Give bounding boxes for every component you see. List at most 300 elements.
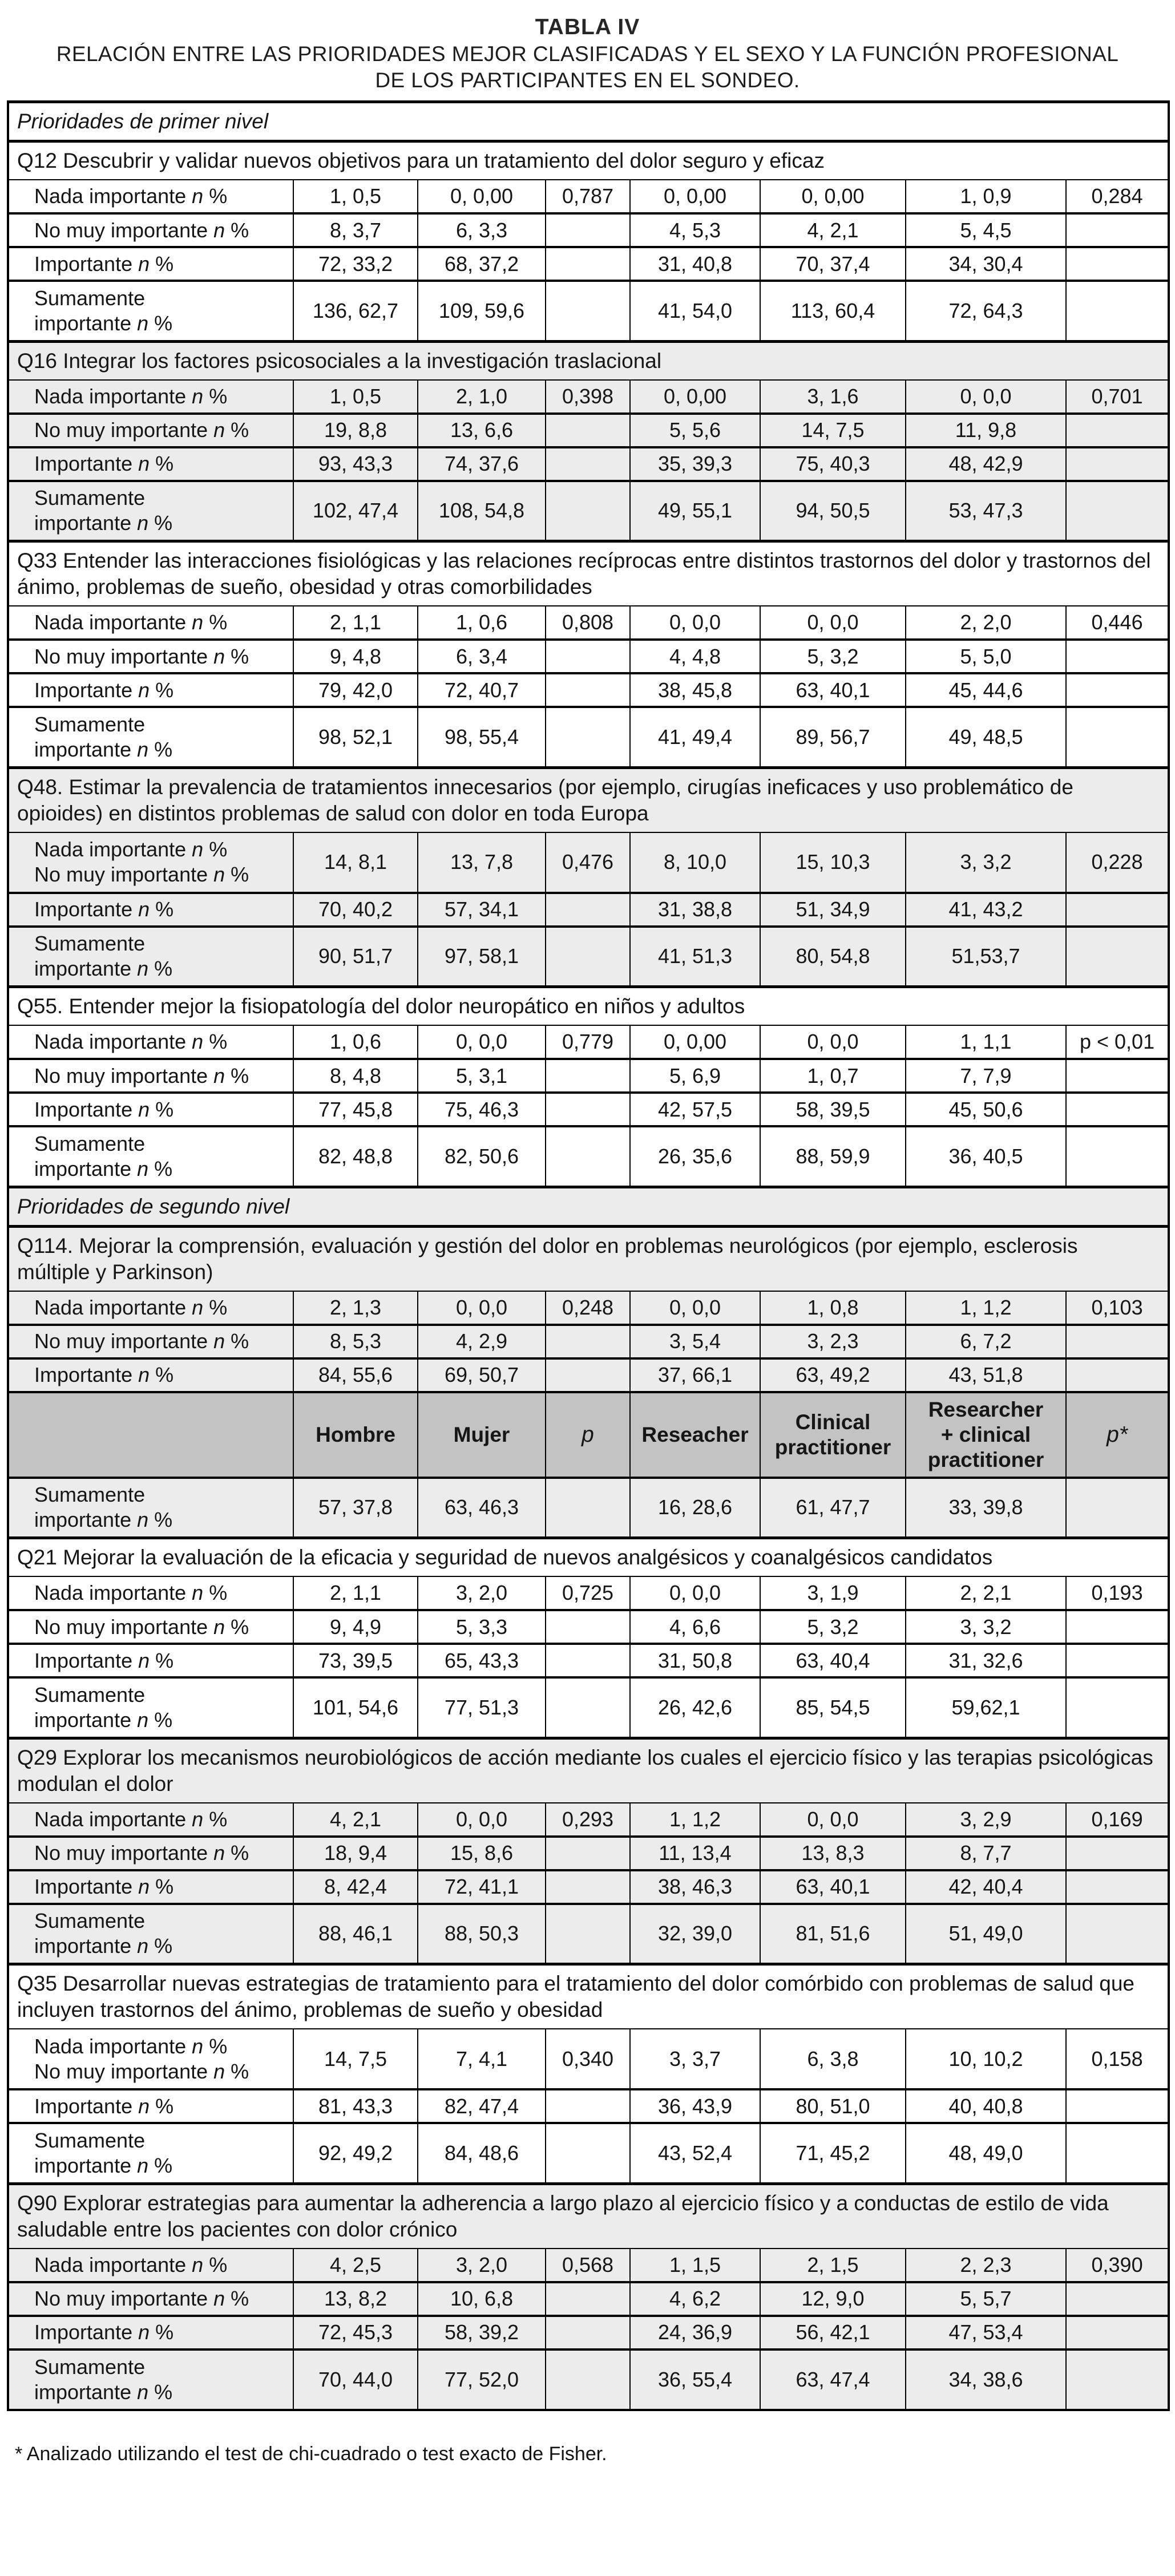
cell-hombre: 1, 0,6 <box>293 1025 418 1059</box>
cell-p-star: 0,103 <box>1066 1291 1169 1325</box>
column-header-row-label <box>8 1392 293 1478</box>
cell-hombre: 70, 40,2 <box>293 893 418 927</box>
row-label-n-symbol: n <box>137 737 149 761</box>
cell-clinical-practitioner: 70, 37,4 <box>760 247 906 281</box>
data-row <box>8 606 1169 640</box>
cell-clinical-practitioner: 80, 54,8 <box>760 927 906 987</box>
cell-clinical-practitioner: 75, 40,3 <box>760 447 906 481</box>
cell-clinical-practitioner: 61, 47,7 <box>760 1478 906 1538</box>
cell-reseacher: 4, 5,3 <box>630 213 760 247</box>
cell-researcher-clinical-practitioner: 6, 7,2 <box>906 1325 1066 1358</box>
cell-reseacher: 32, 39,0 <box>630 1904 760 1964</box>
cell-hombre: 2, 1,1 <box>293 606 418 640</box>
cell-mujer: 13, 7,8 <box>418 832 546 893</box>
cell-mujer: 6, 3,4 <box>418 640 546 673</box>
cell-hombre: 1, 0,5 <box>293 180 418 213</box>
cell-hombre: 82, 48,8 <box>293 1126 418 1187</box>
row-label-line: Sumamente <box>34 1683 146 1706</box>
row-label-n-symbol: n <box>192 184 204 208</box>
cell-reseacher: 36, 43,9 <box>630 2089 760 2123</box>
row-label-line: No muy importante n % <box>34 218 249 242</box>
cell-clinical-practitioner: 15, 10,3 <box>760 832 906 893</box>
cell-mujer: 75, 46,3 <box>418 1093 546 1126</box>
cell-hombre: 9, 4,9 <box>293 1610 418 1644</box>
cell-hombre: 8, 3,7 <box>293 213 418 247</box>
row-label-n-symbol: n <box>138 2094 150 2118</box>
row-label-cell <box>8 1325 293 1358</box>
cell-hombre: 88, 46,1 <box>293 1904 418 1964</box>
cell-p <box>546 1126 630 1187</box>
cell-clinical-practitioner: 0, 0,00 <box>760 180 906 213</box>
cell-reseacher: 31, 38,8 <box>630 893 760 927</box>
cell-researcher-clinical-practitioner: 53, 47,3 <box>906 481 1066 541</box>
data-row <box>8 1904 1169 1964</box>
cell-p <box>546 1059 630 1093</box>
cell-p-star <box>1066 2316 1169 2349</box>
data-row <box>8 2029 1169 2089</box>
row-label-n-symbol: n <box>213 1329 225 1353</box>
data-row <box>8 1677 1169 1738</box>
row-label-line: Importante n % <box>34 1875 174 1898</box>
cell-reseacher: 43, 52,4 <box>630 2123 760 2183</box>
cell-clinical-practitioner: 0, 0,0 <box>760 606 906 640</box>
cell-p <box>546 2089 630 2123</box>
group-title-row <box>8 1187 1169 1226</box>
cell-researcher-clinical-practitioner: 2, 2,3 <box>906 2249 1066 2282</box>
cell-researcher-clinical-practitioner: 1, 0,9 <box>906 180 1066 213</box>
data-row <box>8 1610 1169 1644</box>
row-label-line: Nada importante n % <box>34 1295 228 1319</box>
cell-mujer: 0, 0,0 <box>418 1025 546 1059</box>
row-label-line: No muy importante n % <box>34 644 249 668</box>
cell-clinical-practitioner: 1, 0,7 <box>760 1059 906 1093</box>
table-title: TABLA IV <box>535 15 640 39</box>
cell-clinical-practitioner: 63, 40,1 <box>760 673 906 707</box>
cell-clinical-practitioner: 0, 0,0 <box>760 1803 906 1837</box>
section-title-cell: Q48. Estimar la prevalencia de tratamientos innecesarios (por ejemplo, cirugías ineficaces y uso problemático de opioides) en distintos problemas de salud con dolor en toda Europa <box>8 767 1169 832</box>
cell-p-star <box>1066 1870 1169 1904</box>
cell-mujer: 72, 41,1 <box>418 1870 546 1904</box>
cell-hombre: 8, 5,3 <box>293 1325 418 1358</box>
cell-clinical-practitioner: 6, 3,8 <box>760 2029 906 2089</box>
row-label-line: Nada importante n % <box>34 384 228 408</box>
cell-mujer: 10, 6,8 <box>418 2282 546 2316</box>
data-row <box>8 673 1169 707</box>
cell-clinical-practitioner: 71, 45,2 <box>760 2123 906 2183</box>
row-label-line: Nada importante n % <box>34 1807 228 1831</box>
data-row <box>8 1644 1169 1677</box>
cell-clinical-practitioner: 63, 40,1 <box>760 1870 906 1904</box>
cell-mujer: 7, 4,1 <box>418 2029 546 2089</box>
row-label-line: Nada importante n % <box>34 1581 228 1604</box>
cell-mujer: 57, 34,1 <box>418 893 546 927</box>
row-label-cell <box>8 1059 293 1093</box>
cell-reseacher: 26, 42,6 <box>630 1677 760 1738</box>
cell-hombre: 72, 45,3 <box>293 2316 418 2349</box>
data-row <box>8 481 1169 541</box>
cell-researcher-clinical-practitioner: 5, 4,5 <box>906 213 1066 247</box>
row-label-line: importante n % <box>34 511 173 535</box>
data-row <box>8 2089 1169 2123</box>
cell-mujer: 4, 2,9 <box>418 1325 546 1358</box>
row-label-cell <box>8 213 293 247</box>
cell-mujer: 109, 59,6 <box>418 281 546 341</box>
row-label-line: Nada importante n % <box>34 2253 228 2276</box>
row-label-n-symbol: n <box>213 418 225 442</box>
cell-reseacher: 3, 3,7 <box>630 2029 760 2089</box>
cell-p <box>546 1358 630 1392</box>
cell-p-star <box>1066 1677 1169 1738</box>
cell-p-star <box>1066 2349 1169 2410</box>
cell-p: 0,779 <box>546 1025 630 1059</box>
column-header-line: Mujer <box>453 1422 510 1446</box>
cell-clinical-practitioner: 3, 2,3 <box>760 1325 906 1358</box>
row-label-n-symbol: n <box>137 2380 149 2404</box>
cell-hombre: 57, 37,8 <box>293 1478 418 1538</box>
cell-clinical-practitioner: 5, 3,2 <box>760 1610 906 1644</box>
cell-mujer: 5, 3,1 <box>418 1059 546 1093</box>
cell-researcher-clinical-practitioner: 45, 44,6 <box>906 673 1066 707</box>
row-label-n-symbol: n <box>213 1841 225 1865</box>
data-row <box>8 893 1169 927</box>
row-label-n-symbol: n <box>138 1363 150 1386</box>
column-header-p-star <box>1066 1392 1169 1478</box>
section-title-row <box>8 1538 1169 1577</box>
cell-reseacher: 36, 55,4 <box>630 2349 760 2410</box>
cell-p-star: 0,193 <box>1066 1576 1169 1610</box>
cell-mujer: 15, 8,6 <box>418 1837 546 1870</box>
row-label-line: No muy importante n % <box>34 418 249 442</box>
row-label-line: importante n % <box>34 737 173 761</box>
row-label-n-symbol: n <box>192 2253 204 2276</box>
row-label-line: Sumamente <box>34 486 146 510</box>
row-label-n-symbol: n <box>192 2034 204 2058</box>
row-label-line: No muy importante n % <box>34 1841 249 1865</box>
cell-p-star <box>1066 1093 1169 1126</box>
cell-clinical-practitioner: 51, 34,9 <box>760 893 906 927</box>
table-footnote: * Analizado utilizando el test de chi-cuadrado o test exacto de Fisher. <box>15 2442 607 2465</box>
row-label-line: Sumamente <box>34 2355 146 2379</box>
row-label-line: Sumamente <box>34 932 146 956</box>
cell-reseacher: 0, 0,0 <box>630 606 760 640</box>
cell-hombre: 9, 4,8 <box>293 640 418 673</box>
cell-hombre: 84, 55,6 <box>293 1358 418 1392</box>
column-header-line: Clinical <box>795 1410 871 1434</box>
cell-reseacher: 42, 57,5 <box>630 1093 760 1126</box>
section-title-cell: Q35 Desarrollar nuevas estrategias de tratamiento para el tratamiento del dolor comórbido con problemas de salud que incluyen trastornos del ánimo, problemas de sueño y obesidad <box>8 1964 1169 2029</box>
cell-researcher-clinical-practitioner: 11, 9,8 <box>906 414 1066 447</box>
cell-reseacher: 38, 46,3 <box>630 1870 760 1904</box>
cell-researcher-clinical-practitioner: 3, 3,2 <box>906 1610 1066 1644</box>
cell-mujer: 0, 0,0 <box>418 1803 546 1837</box>
cell-reseacher: 24, 36,9 <box>630 2316 760 2349</box>
cell-hombre: 13, 8,2 <box>293 2282 418 2316</box>
cell-p <box>546 281 630 341</box>
cell-mujer: 6, 3,3 <box>418 213 546 247</box>
cell-hombre: 2, 1,3 <box>293 1291 418 1325</box>
cell-p <box>546 1093 630 1126</box>
column-header-line: + clinical <box>940 1422 1031 1446</box>
priorities-table-body <box>8 102 1169 2410</box>
cell-p-star <box>1066 673 1169 707</box>
column-header-line: practitioner <box>927 1447 1044 1471</box>
column-header-line: p <box>582 1422 594 1447</box>
cell-reseacher: 1, 1,2 <box>630 1803 760 1837</box>
row-label-cell <box>8 1126 293 1187</box>
row-label-cell <box>8 380 293 414</box>
cell-clinical-practitioner: 0, 0,0 <box>760 1025 906 1059</box>
section-title-row <box>8 1226 1169 1291</box>
row-label-cell <box>8 2316 293 2349</box>
cell-hombre: 98, 52,1 <box>293 707 418 767</box>
cell-reseacher: 4, 4,8 <box>630 640 760 673</box>
row-label-line: importante n % <box>34 2380 173 2404</box>
cell-researcher-clinical-practitioner: 48, 42,9 <box>906 447 1066 481</box>
cell-hombre: 70, 44,0 <box>293 2349 418 2410</box>
row-label-n-symbol: n <box>138 452 150 475</box>
row-label-line: importante n % <box>34 1156 173 1180</box>
row-label-cell <box>8 2029 293 2089</box>
cell-reseacher: 16, 28,6 <box>630 1478 760 1538</box>
cell-reseacher: 41, 49,4 <box>630 707 760 767</box>
cell-mujer: 82, 47,4 <box>418 2089 546 2123</box>
cell-hombre: 93, 43,3 <box>293 447 418 481</box>
row-label-cell <box>8 893 293 927</box>
cell-p-star: 0,158 <box>1066 2029 1169 2089</box>
cell-p-star: 0,390 <box>1066 2249 1169 2282</box>
data-row <box>8 1059 1169 1093</box>
row-label-cell <box>8 1904 293 1964</box>
column-header-p <box>546 1392 630 1478</box>
cell-clinical-practitioner: 63, 47,4 <box>760 2349 906 2410</box>
cell-hombre: 8, 42,4 <box>293 1870 418 1904</box>
cell-researcher-clinical-practitioner: 5, 5,7 <box>906 2282 1066 2316</box>
column-header-line: practitioner <box>774 1435 891 1459</box>
row-label-line: Sumamente <box>34 1131 146 1155</box>
cell-researcher-clinical-practitioner: 59,62,1 <box>906 1677 1066 1738</box>
column-header-row <box>8 1392 1169 1478</box>
cell-mujer: 88, 50,3 <box>418 1904 546 1964</box>
data-row <box>8 832 1169 893</box>
data-row <box>8 1358 1169 1392</box>
cell-researcher-clinical-practitioner: 1, 1,1 <box>906 1025 1066 1059</box>
cell-reseacher: 0, 0,00 <box>630 1025 760 1059</box>
section-title-row <box>8 141 1169 180</box>
row-label-cell <box>8 606 293 640</box>
table-subtitle <box>0 41 1175 94</box>
cell-p-star: 0,701 <box>1066 380 1169 414</box>
cell-clinical-practitioner: 63, 40,4 <box>760 1644 906 1677</box>
cell-p-star <box>1066 2089 1169 2123</box>
row-label-n-symbol: n <box>213 218 225 242</box>
cell-p: 0,725 <box>546 1576 630 1610</box>
cell-reseacher: 26, 35,6 <box>630 1126 760 1187</box>
cell-p <box>546 2282 630 2316</box>
data-row <box>8 380 1169 414</box>
section-title-cell: Q90 Explorar estrategias para aumentar la adherencia a largo plazo al ejercicio físico y a conductas de estilo de vida saludable entre los pacientes con dolor crónico <box>8 2183 1169 2249</box>
cell-mujer: 98, 55,4 <box>418 707 546 767</box>
cell-mujer: 68, 37,2 <box>418 247 546 281</box>
column-header-mujer <box>418 1392 546 1478</box>
row-label-line: Nada importante n % <box>34 184 228 208</box>
cell-p-star <box>1066 1904 1169 1964</box>
cell-mujer: 65, 43,3 <box>418 1644 546 1677</box>
section-title-row <box>8 987 1169 1026</box>
cell-p-star <box>1066 1644 1169 1677</box>
cell-researcher-clinical-practitioner: 45, 50,6 <box>906 1093 1066 1126</box>
data-row <box>8 213 1169 247</box>
group-title-cell: Prioridades de primer nivel <box>8 102 1169 141</box>
row-label-cell <box>8 1093 293 1126</box>
data-row <box>8 2123 1169 2183</box>
row-label-cell <box>8 481 293 541</box>
cell-hombre: 92, 49,2 <box>293 2123 418 2183</box>
cell-researcher-clinical-practitioner: 47, 53,4 <box>906 2316 1066 2349</box>
cell-hombre: 79, 42,0 <box>293 673 418 707</box>
data-row <box>8 2349 1169 2410</box>
cell-p-star: 0,169 <box>1066 1803 1169 1837</box>
cell-clinical-practitioner: 89, 56,7 <box>760 707 906 767</box>
cell-hombre: 136, 62,7 <box>293 281 418 341</box>
cell-researcher-clinical-practitioner: 33, 39,8 <box>906 1478 1066 1538</box>
row-label-line: No muy importante n % <box>34 863 249 886</box>
cell-clinical-practitioner: 3, 1,6 <box>760 380 906 414</box>
cell-reseacher: 41, 54,0 <box>630 281 760 341</box>
cell-hombre: 2, 1,1 <box>293 1576 418 1610</box>
row-label-n-symbol: n <box>138 1097 150 1121</box>
row-label-n-symbol: n <box>138 2320 150 2344</box>
cell-researcher-clinical-practitioner: 34, 38,6 <box>906 2349 1066 2410</box>
row-label-cell <box>8 281 293 341</box>
cell-mujer: 69, 50,7 <box>418 1358 546 1392</box>
cell-p-star <box>1066 414 1169 447</box>
row-label-n-symbol: n <box>137 1934 149 1958</box>
cell-researcher-clinical-practitioner: 49, 48,5 <box>906 707 1066 767</box>
table-subtitle-line-1: RELACIÓN ENTRE LAS PRIORIDADES MEJOR CLASIFICADAS Y EL SEXO Y LA FUNCIÓN PROFESIONAL <box>56 42 1119 66</box>
row-label-cell <box>8 2282 293 2316</box>
cell-clinical-practitioner: 85, 54,5 <box>760 1677 906 1738</box>
row-label-line: Importante n % <box>34 1648 174 1672</box>
group-title-row <box>8 102 1169 141</box>
cell-reseacher: 11, 13,4 <box>630 1837 760 1870</box>
row-label-cell <box>8 1358 293 1392</box>
data-row <box>8 414 1169 447</box>
row-label-line: Nada importante n % <box>34 1030 228 1053</box>
cell-researcher-clinical-practitioner: 2, 2,0 <box>906 606 1066 640</box>
cell-reseacher: 37, 66,1 <box>630 1358 760 1392</box>
data-row <box>8 2282 1169 2316</box>
cell-p: 0,293 <box>546 1803 630 1837</box>
row-label-cell <box>8 1644 293 1677</box>
cell-p <box>546 1837 630 1870</box>
cell-researcher-clinical-practitioner: 41, 43,2 <box>906 893 1066 927</box>
data-row <box>8 1576 1169 1610</box>
cell-p-star <box>1066 1358 1169 1392</box>
column-header-researcher-clinical-practitioner <box>906 1392 1066 1478</box>
cell-p: 0,568 <box>546 2249 630 2282</box>
cell-reseacher: 49, 55,1 <box>630 481 760 541</box>
cell-reseacher: 8, 10,0 <box>630 832 760 893</box>
row-label-n-symbol: n <box>137 957 149 981</box>
data-row <box>8 1291 1169 1325</box>
cell-hombre: 1, 0,5 <box>293 380 418 414</box>
data-row <box>8 927 1169 987</box>
section-title-row <box>8 767 1169 832</box>
column-header-line: Hombre <box>316 1422 395 1446</box>
cell-p: 0,248 <box>546 1291 630 1325</box>
cell-p <box>546 1904 630 1964</box>
cell-mujer: 0, 0,0 <box>418 1291 546 1325</box>
cell-p-star <box>1066 1610 1169 1644</box>
cell-p <box>546 414 630 447</box>
row-label-n-symbol: n <box>137 1708 149 1732</box>
row-label-n-symbol: n <box>192 1030 204 1053</box>
cell-p-star <box>1066 2282 1169 2316</box>
column-header-clinical-practitioner <box>760 1392 906 1478</box>
row-label-cell <box>8 2349 293 2410</box>
cell-p <box>546 1478 630 1538</box>
cell-clinical-practitioner: 63, 49,2 <box>760 1358 906 1392</box>
row-label-line: Nada importante n % <box>34 2034 228 2058</box>
cell-researcher-clinical-practitioner: 7, 7,9 <box>906 1059 1066 1093</box>
cell-p-star <box>1066 213 1169 247</box>
cell-p <box>546 1677 630 1738</box>
cell-p-star <box>1066 481 1169 541</box>
section-title-cell: Q55. Entender mejor la fisiopatología del dolor neuropático en niños y adultos <box>8 987 1169 1026</box>
data-row <box>8 1325 1169 1358</box>
cell-p-star <box>1066 2123 1169 2183</box>
cell-mujer: 77, 51,3 <box>418 1677 546 1738</box>
row-label-cell <box>8 2089 293 2123</box>
cell-p <box>546 673 630 707</box>
cell-researcher-clinical-practitioner: 5, 5,0 <box>906 640 1066 673</box>
cell-p <box>546 707 630 767</box>
row-label-cell <box>8 1478 293 1538</box>
row-label-line: importante n % <box>34 957 173 981</box>
cell-reseacher: 38, 45,8 <box>630 673 760 707</box>
cell-mujer: 108, 54,8 <box>418 481 546 541</box>
cell-researcher-clinical-practitioner: 1, 1,2 <box>906 1291 1066 1325</box>
row-label-n-symbol: n <box>138 1875 150 1898</box>
cell-researcher-clinical-practitioner: 34, 30,4 <box>906 247 1066 281</box>
column-header-hombre <box>293 1392 418 1478</box>
section-title-cell: Q33 Entender las interacciones fisiológicas y las relaciones recíprocas entre distintos trastornos del dolor y trastornos del ánimo, problemas de sueño, obesidad y otras comorbilidades <box>8 541 1169 606</box>
cell-p <box>546 447 630 481</box>
cell-p <box>546 247 630 281</box>
cell-mujer: 82, 50,6 <box>418 1126 546 1187</box>
cell-researcher-clinical-practitioner: 31, 32,6 <box>906 1644 1066 1677</box>
cell-hombre: 73, 39,5 <box>293 1644 418 1677</box>
row-label-line: No muy importante n % <box>34 2059 249 2083</box>
row-label-line: Nada importante n % <box>34 838 228 861</box>
row-label-n-symbol: n <box>137 2153 149 2177</box>
column-header-line: p* <box>1107 1422 1128 1447</box>
cell-mujer: 13, 6,6 <box>418 414 546 447</box>
cell-p <box>546 213 630 247</box>
cell-researcher-clinical-practitioner: 8, 7,7 <box>906 1837 1066 1870</box>
cell-mujer: 63, 46,3 <box>418 1478 546 1538</box>
cell-p <box>546 2123 630 2183</box>
cell-clinical-practitioner: 5, 3,2 <box>760 640 906 673</box>
cell-researcher-clinical-practitioner: 2, 2,1 <box>906 1576 1066 1610</box>
row-label-n-symbol: n <box>213 1063 225 1087</box>
cell-p <box>546 1870 630 1904</box>
row-label-line: Sumamente <box>34 712 146 736</box>
section-title-cell: Q114. Mejorar la comprensión, evaluación y gestión del dolor en problemas neurológicos (por ejemplo, esclerosis múltiple y Parkinson) <box>8 1226 1169 1291</box>
cell-reseacher: 0, 0,00 <box>630 380 760 414</box>
row-label-line: Importante n % <box>34 897 174 921</box>
cell-clinical-practitioner: 56, 42,1 <box>760 2316 906 2349</box>
